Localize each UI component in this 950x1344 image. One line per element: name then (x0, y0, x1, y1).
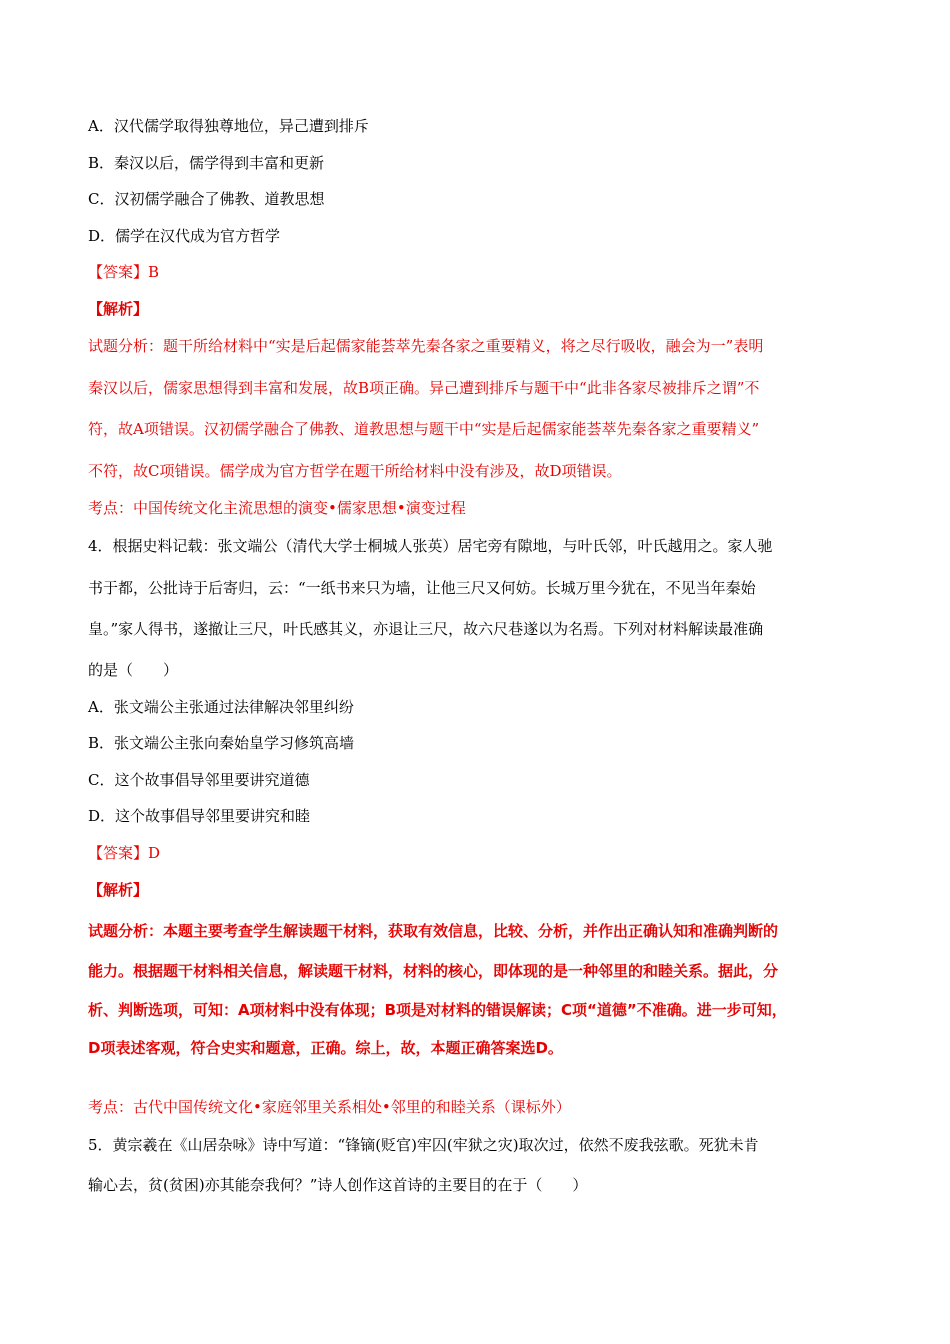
q4-analysis-line: 试题分析：本题主要考查学生解读题干材料，获取有效信息，比较、分析，并作出正确认知和准确判断的 (88, 922, 779, 940)
q3-analysis-line: 试题分析：题干所给材料中“实是后起儒家能荟萃先秦各家之重要精义，将之尽行吸收，融会为一”表明 (88, 337, 764, 355)
q4-stem-line: 皇。”家人得书，遂撤让三尺，叶氏感其义，亦退让三尺，故六尺巷遂以为名焉。下列对材料解读最准确 (88, 620, 764, 638)
q4-analysis-line: 能力。根据题干材料相关信息，解读题干材料，材料的核心，即体现的是一种邻里的和睦关系。据此，分 (88, 962, 779, 980)
q3-analysis-line: 秦汉以后，儒家思想得到丰富和发展，故B项正确。异己遭到排斥与题干中“此非各家尽被排斥之谓”不 (88, 379, 760, 397)
q3-option-a: A．汉代儒学取得独尊地位，异己遭到排斥 (88, 117, 369, 135)
q4-analysis-line: D项表述客观，符合史实和题意，正确。综上，故，本题正确答案选D。 (88, 1039, 563, 1057)
q5-stem-line: 5．黄宗羲在《山居杂咏》诗中写道：“锋镝(贬官)牢囚(牢狱之灾)取次过，依然不废我弦歌。死犹未肯 (88, 1136, 759, 1154)
q3-analysis-line: 符，故A项错误。汉初儒学融合了佛教、道教思想与题干中“实是后起儒家能荟萃先秦各家之重要精义” (88, 420, 760, 438)
q4-stem-line: 4．根据史料记载：张文端公（清代大学士桐城人张英）居宅旁有隙地，与叶氏邻，叶氏越用之。家人驰 (88, 537, 773, 555)
q4-option-a: A．张文端公主张通过法律解决邻里纠纷 (88, 698, 354, 716)
q3-option-d: D．儒学在汉代成为官方哲学 (88, 227, 281, 245)
q3-answer: 【答案】B (88, 263, 160, 281)
q3-option-c: C．汉初儒学融合了佛教、道教思想 (88, 190, 325, 208)
q4-stem-line: 的是（ ） (88, 661, 179, 679)
q4-answer: 【答案】D (88, 844, 161, 862)
q4-option-c: C．这个故事倡导邻里要讲究道德 (88, 771, 310, 789)
q4-kaodian: 考点：古代中国传统文化•家庭邻里关系相处•邻里的和睦关系（课标外） (88, 1098, 571, 1116)
q4-analysis-heading: 【解析】 (88, 881, 149, 899)
q4-stem-line: 书于都，公批诗于后寄归，云：“一纸书来只为墙，让他三尺又何妨。长城万里今犹在，不见当年秦始 (88, 579, 756, 597)
q3-analysis-heading: 【解析】 (88, 300, 149, 318)
q3-option-b: B．秦汉以后，儒学得到丰富和更新 (88, 154, 325, 172)
q5-stem-line: 输心去，贫(贫困)亦其能奈我何？”诗人创作这首诗的主要目的在于（ ） (88, 1176, 588, 1194)
q4-analysis-line: 析、判断选项，可知：A项材料中没有体现；B项是对材料的错误解读；C项“道德”不准确。进一步可知， (88, 1001, 787, 1019)
q3-kaodian: 考点：中国传统文化主流思想的演变•儒家思想•演变过程 (88, 499, 466, 517)
q4-option-d: D．这个故事倡导邻里要讲究和睦 (88, 807, 311, 825)
q4-option-b: B．张文端公主张向秦始皇学习修筑高墙 (88, 734, 355, 752)
q3-analysis-line: 不符，故C项错误。儒学成为官方哲学在题干所给材料中没有涉及，故D项错误。 (88, 462, 622, 480)
